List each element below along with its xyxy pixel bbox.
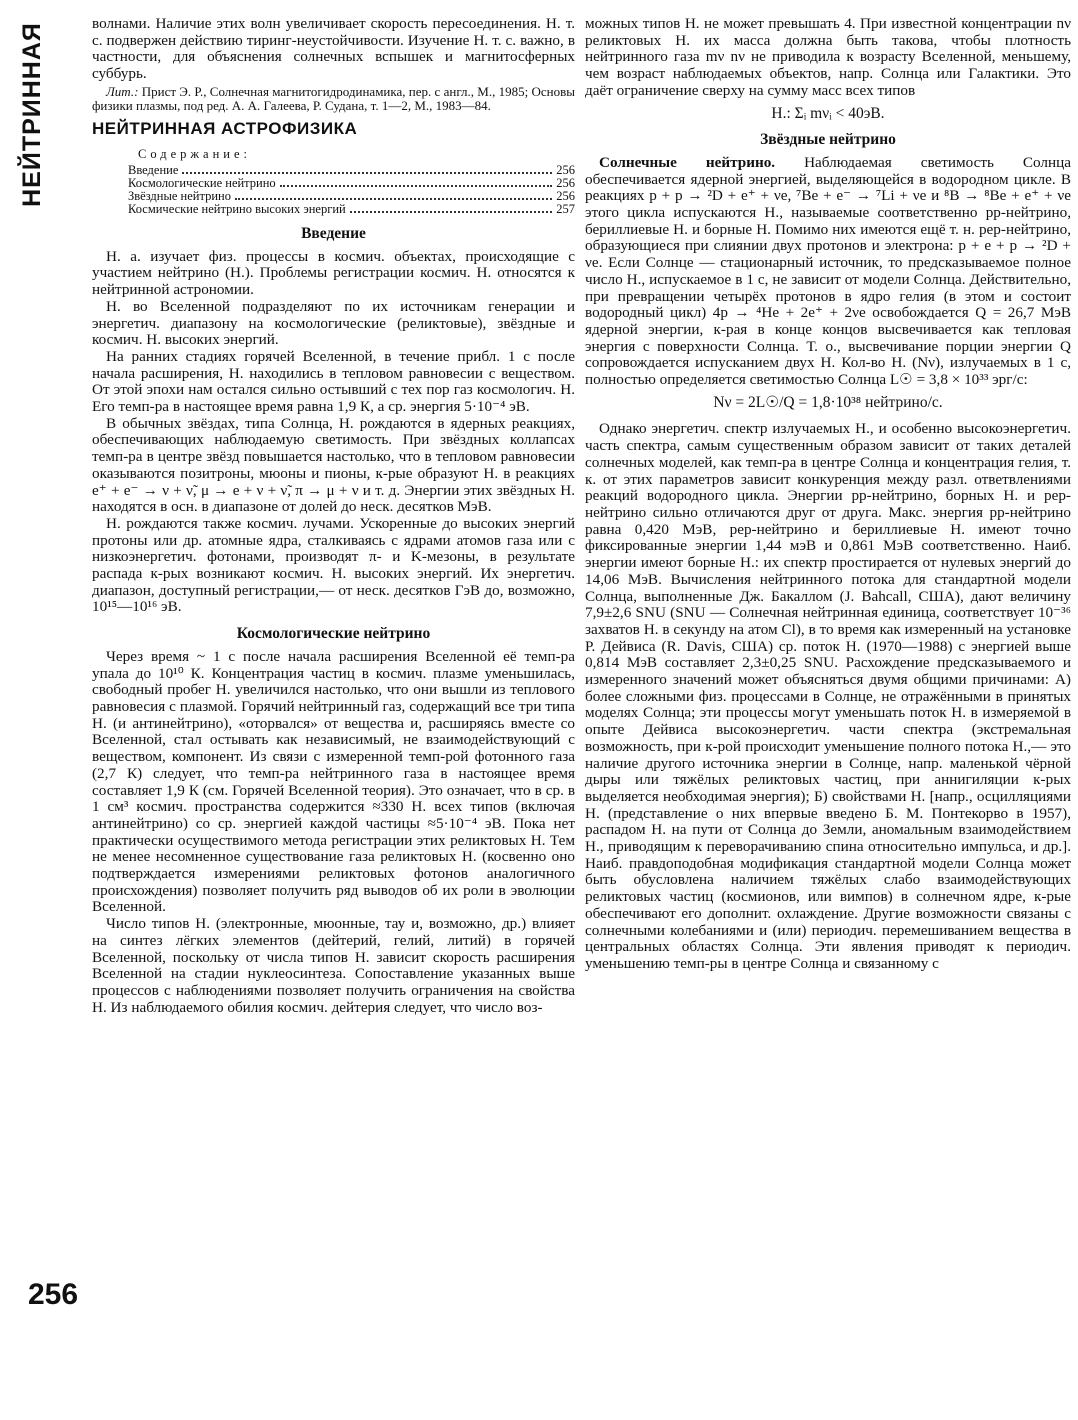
- literature-text: Прист Э. Р., Солнечная магнитогидродинамика, пер. с англ., М., 1985; Основы физики плазмы, под ред. А. А. Галеева, Р. Судана, т. 1—2, М., 1983—84.: [92, 83, 575, 113]
- toc-entry-page: 257: [556, 202, 575, 217]
- neutrino-mass-sum-formula: Н.: Σᵢ mνᵢ < 40эВ.: [771, 104, 885, 122]
- left-column: [92, 16, 575, 1410]
- body-paragraph: Н. а. изучает физ. процессы в космич. объектах, происходящие с участием нейтрино (Н.). Проблемы регистрации космич. Н. относятся к нейтринной астрономии.: [92, 247, 575, 299]
- section-heading-stellar: Звёздные нейтрино: [760, 131, 896, 149]
- toc-leader: [235, 198, 552, 200]
- body-paragraph: Н. рождаются также космич. лучами. Ускоренные до высоких энергий протоны или др. атомные ядра, сталкиваясь с ядрами атомов газа или с низкоэнергетич. фотонами, производят π- и K-мезоны, в результате распада к-рых возникают космич. Н. высоких энергий. Их энергетич. диапазон, доступный регистрации,— от неск. десятков ГэВ до, возможно, 10¹⁵—10¹⁶ эВ.: [92, 514, 575, 616]
- body-paragraph: Число типов Н. (электронные, мюонные, тау и, возможно, др.) влияет на синтез лёгких элементов (дейтерий, гелий, литий) в горячей Вселенной, поскольку от числа типов Н. зависит скорость расширения Вселенной на стадии нуклеосинтеза. Сопоставление указанных выше процессов с наблюдениями позволяет получить ограничения на свойства Н. Из наблюдаемого обилия космич. дейтерия следует, что число воз-: [92, 915, 575, 1016]
- toc-entry-label: Звёздные нейтрино: [128, 189, 231, 204]
- body-paragraph: Н. во Вселенной подразделяют по их источникам генерации и энергетич. диапазону на космологические (реликтовые), звёздные и космич. Н. высоких энергий.: [92, 297, 575, 349]
- toc-entry-page: 256: [556, 176, 575, 191]
- continuation-paragraph: волнами. Наличие этих волн увеличивает скорость пересоединения. Н. т. с. подвержен действию тиринг-неустойчивости. Изучение Н. т. с. важно, в частности, для объяснения солнечных вспышек и магнитосферных суббурь.: [92, 16, 575, 83]
- section-heading-cosmological: Космологические нейтрино: [236, 625, 431, 643]
- section-running-title: [6, 21, 58, 207]
- toc-entry-page: 256: [556, 189, 575, 204]
- toc-title: Содержание:: [138, 146, 251, 161]
- body-paragraph-text: Наблюдаемая светимость Солнца обеспечивается ядерной энергией, выделяющейся в водородном цикле. В реакциях p + p → ²D + e⁺ + νe, ⁷Be + e⁻ → ⁷Li + νe и ⁸B → ⁸Be + e⁺ + νe этого цикла испускаются Н., называемые соответственно pp-нейтрино, бериллиевые Н. и борные Н. Помимо них имеются ещё т. н. pep-нейтрино, образующиеся при слиянии двух протонов и электрона: p + e + p → ²D + νe. Если Солнце — стационарный источник, то предсказываемое полное число Н., испускаемое в 1 с, не зависит от модели Солнца. Действительно, при превращении четырёх протонов в ядро гелия (в этом и состоит водородный цикл) 4p → ⁴He + 2e⁺ + 2νe освобождается Q = 26,7 МэВ ядерной энергии, к-рая в конце концов высвечивается как тепловая энергия с поверхности Солнца. Т. о., высвечивание порции энергии Q сопровождается испусканием двух Н. Кол-во Н. (Nν), излучаемых в 1 с, полностью определяется светимостью Солнца L☉ = 3,8 × 10³³ эрг/с:: [585, 153, 1071, 389]
- neutrino-flux-formula: Nν = 2L☉/Q = 1,8·10³⁸ нейтрино/с.: [713, 393, 943, 411]
- continuation-paragraph: можных типов Н. не может превышать 4. При известной концентрации nν реликтовых Н. их масса должна быть такова, чтобы плотность нейтринного газа mν nν не приводила к возрасту Вселенной, меньшему, чем возраст наблюдаемых объектов, напр. Солнца или Галактики. Это даёт ограничение сверху на сумму масс всех типов: [585, 16, 1071, 99]
- toc-entry-page: 256: [556, 163, 575, 178]
- toc-leader: [182, 172, 552, 174]
- toc-entry: [128, 203, 575, 216]
- toc-entry-label: Космологические нейтрино: [128, 176, 276, 191]
- section-heading-intro: Введение: [301, 225, 366, 243]
- literature-label: Лит.:: [106, 83, 139, 99]
- right-column: [585, 16, 1071, 1410]
- article-title: НЕЙТРИННАЯ АСТРОФИЗИКА: [92, 118, 358, 138]
- body-paragraph: [585, 155, 1071, 389]
- page-number: 256: [28, 1278, 79, 1311]
- table-of-contents: [128, 148, 575, 217]
- toc-entry-label: Введение: [128, 163, 179, 178]
- toc-leader: [280, 185, 553, 187]
- subsection-lead-solar: Солнечные нейтрино.: [599, 153, 776, 171]
- body-paragraph: Однако энергетич. спектр излучаемых Н., и особенно высокоэнергетич. часть спектра, самым существенным образом зависит от таких деталей солнечных моделей, как темп-ра в центре Солнца и концентрация гелия, т. к. от этих параметров зависит конкуренция между разл. ответвлениями реакций водородного цикла. Энергии pp-нейтрино, борных Н. и pep-нейтрино сильно отличаются друг от друга. Макс. энергия pp-нейтрино равна 0,420 МэВ, pep-нейтрино и бериллиевые Н. имеют точно фиксированные энергии 1,44 мэВ и 0,861 МэВ соответственно. Наиб. энергии имеют борные Н.: их спектр простирается от нулевых энергий до 14,06 МэВ. Вычисления нейтринного потока для стандартной модели Солнца, выполненные Дж. Бакаллом (J. Bahcall, США), дают величину 7,9±2,6 SNU (SNU — Солнечная нейтринная единица, соответствует 10⁻³⁶ захватов Н. в секунду на атом Cl), в то время как измеренный на установке Р. Дейвиса (R. Davis, США) ср. поток Н. (1970—1988) с энергией выше 0,814 МэВ составляет 2,3±0,25 SNU. Расхождение предсказываемого и измеренного значений может объясняться двумя общими причинами: А) более сложными физ. процессами в Солнце, не отражёнными в принятых моделях Солнца; эти процессы могут уменьшать поток Н. в измеряемой в опыте Дейвиса высокоэнергетич. части спектра (экстремальная возможность, при к-рой происходит уменьшение полного потока Н.,— это наличие другого источника энергии в Солнце, напр. маленькой чёрной дыры или тяжёлых реликтовых частиц, при аннигиляции к-рых выделяется необходимая энергия); Б) свойствами Н. [напр., осцилляциями Н. (представление о них впервые введено Б. М. Понтекорво в 1957), распадом Н. на пути от Солнца до Земли, аномальным взаимодействием Н., приводящим к переворачиванию спина относительно импульса, и др.]. Наиб. правдоподобная модификация стандартной модели Солнца может быть обусловлена наличием тяжёлых слабо взаимодействующих реликтовых частиц (космионов, или вимпов) в солнечном ядре, к-рые обеспечивают его дополнит. охлаждение. Другие возможности связаны с солнечными колебаниями и (или) периодич. перемешиванием вещества в центральных областях Солнца. Эти явления приводят к периодич. уменьшению темп-ры в центре Солнца и связанному с: [585, 420, 1071, 972]
- literature-reference: [92, 85, 575, 113]
- side-title-text: НЕЙТРИННАЯ: [17, 21, 46, 207]
- body-paragraph: На ранних стадиях горячей Вселенной, в течение прибл. 1 с после начала расширения, Н. находились в тепловом равновесии с веществом. От этой эпохи нам остался сильно остывший с тех пор газ космологич. Н. Его темп-ра в настоящее время равна 1,9 К, а ср. энергия 5·10⁻⁴ эВ.: [92, 347, 575, 416]
- toc-leader: [350, 211, 553, 213]
- toc-entry-label: Космические нейтрино высоких энергий: [128, 202, 346, 217]
- body-paragraph: Через время ~ 1 с после начала расширения Вселенной её темп-ра упала до 10¹⁰ К. Концентрация частиц в космич. плазме уменьшилась, свободный пробег Н. увеличился настолько, что они вышли из теплового равновесия с плазмой. Горячий нейтринный газ, содержащий все три типа Н. (и антинейтрино), «оторвался» от вещества и, расширяясь вместе со Вселенной, стал остывать как независимый, не взаимодействующий с веществом, компонент. Из связи с измеренной темп-рой фотонного газа (2,7 К) следует, что темп-ра нейтринного газа в настоящее время составляет 1,9 К (см. Горячей Вселенной теория). Это означает, что в ср. в 1 см³ космич. пространства содержится ≈330 Н. всех типов (включая антинейтрино) со ср. энергией каждой частицы ≈5·10⁻⁴ эВ. Пока нет практически осуществимого метода регистрации этих реликтовых Н. Тем не менее несомненное существование газа реликтовых Н. (косвенно оно подтверждается измерениями реликтовых фотонов аналогичного происхождения) позволяет получить ряд выводов об их роли в эволюции Вселенной.: [92, 647, 575, 916]
- body-paragraph: В обычных звёздах, типа Солнца, Н. рождаются в ядерных реакциях, обеспечивающих наблюдаемую светимость. При звёздных коллапсах темп-ра в центре звёзд повышается настолько, что в тепловом равновесии оказываются позитроны, мюоны и пионы, к-рые образуют Н. в реакциях e⁺ + e⁻ → ν + ν̃, μ → e + ν + ν̃, π → μ + ν и т. д. Энергии этих звёздных Н. находятся в осн. в диапазоне от долей до неск. десятков МэВ.: [92, 414, 575, 516]
